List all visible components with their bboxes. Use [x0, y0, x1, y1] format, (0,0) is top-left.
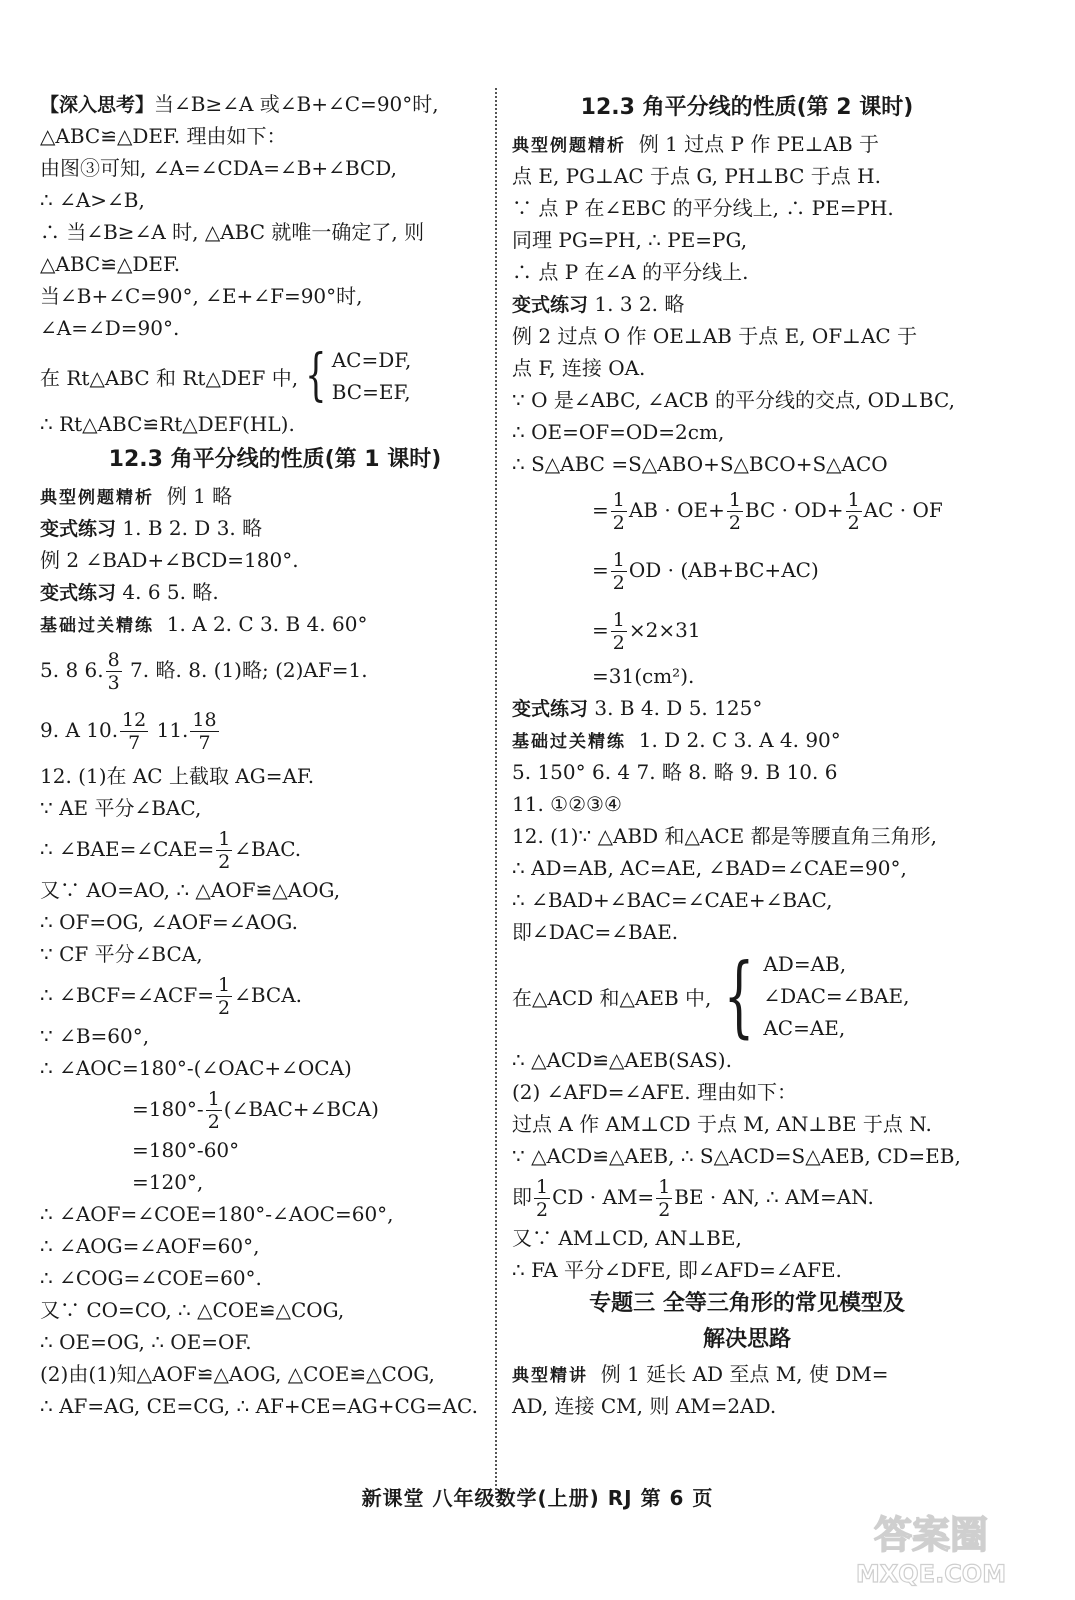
text-line: ∴ △ACD≌△AEB(SAS).	[512, 1048, 732, 1072]
text-line: ∴ ∠AOC=180°-(∠OAC+∠OCA)	[40, 1056, 352, 1080]
brace-symbol: {	[305, 343, 327, 408]
text-line: 5. 150° 6. 4 7. 略 8. 略 9. B 10. 6	[512, 760, 838, 784]
text-line: = $\frac{1}{2}$ ×2×31	[592, 609, 701, 654]
text-line: AD, 连接 CM, 则 AM=2AD.	[512, 1394, 777, 1418]
text-line: 基础过关精练 1. D 2. C 3. A 4. 90°	[512, 728, 841, 752]
text-line: 变式练习 4. 6 5. 略.	[40, 580, 219, 604]
text-line: ∴ 点 P 在∠A 的平分线上.	[512, 260, 749, 284]
text-line: ∴ 当∠B≥∠A 时, △ABC 就唯一确定了, 则	[40, 220, 425, 244]
text-line: 11. ①②③④	[512, 792, 622, 816]
text-line: ∵ ∠B=60°,	[40, 1024, 150, 1048]
text-line: ∵ O 是∠ABC, ∠ACB 的平分线的交点, OD⊥BC,	[512, 388, 955, 412]
text-line: (2) ∠AFD=∠AFE. 理由如下：	[512, 1080, 797, 1104]
text-line: ∴ ∠A>∠B,	[40, 188, 145, 212]
section-heading: 专题三 全等三角形的常见模型及	[589, 1291, 905, 1316]
text-line: ∴ FA 平分∠DFE, 即∠AFD=∠AFE.	[512, 1258, 842, 1282]
text-line: 由图③可知, ∠A=∠CDA=∠B+∠BCD,	[40, 156, 397, 180]
text-line: = $\frac{1}{2}$ OD · (AB+BC+AC)	[592, 549, 819, 594]
watermark-logo	[811, 1508, 1051, 1588]
fraction: $\frac{1}{2}$	[847, 489, 860, 534]
text-line: 典型例题精析 例 1 过点 P 作 PE⊥AB 于	[512, 132, 880, 156]
text-line: ∴ ∠AOG=∠AOF=60°,	[40, 1234, 260, 1258]
text-line: = $\frac{1}{2}$ AB · OE+ $\frac{1}{2}$ BC · OD+ $\frac{1}{2}$ AC · OF	[592, 489, 943, 534]
page-footer: 新课堂 八年级数学(上册) RJ 第 6 页	[361, 1486, 714, 1510]
text-line: ∴ OE=OG, ∴ OE=OF.	[40, 1330, 252, 1354]
text-line: 9. A 10. $\frac{12}{7}$ 11. $\frac{18}{7}$	[40, 709, 217, 754]
section-heading: 解决思路	[702, 1327, 791, 1352]
text-line: ∵ 点 P 在∠EBC 的平分线上, ∴ PE=PH.	[512, 196, 894, 220]
text-line: ∴ Rt△ABC≌Rt△DEF(HL).	[40, 412, 295, 436]
text-line: 点 F, 连接 OA.	[512, 356, 646, 380]
text-line: ∴ ∠BAE=∠CAE= $\frac{1}{2}$ ∠BAC.	[40, 828, 302, 873]
text-line: 例 2 过点 O 作 OE⊥AB 于点 E, OF⊥AC 于	[512, 324, 918, 348]
text-line: 5. 8 6. $\frac{8}{3}$ 7. 略. 8. (1)略; (2)AF=1.	[40, 649, 368, 694]
fraction: $\frac{1}{2}$	[728, 489, 741, 534]
text-line: =180°- $\frac{1}{2}$ (∠BAC+∠BCA)	[132, 1088, 379, 1133]
text-line: 又∵ AO=AO, ∴ △AOF≌△AOG,	[40, 878, 341, 902]
text-line: ∴ ∠BCF=∠ACF= $\frac{1}{2}$ ∠BCA.	[40, 974, 303, 1019]
text-line: ∴ ∠AOF=∠COE=180°-∠AOC=60°,	[40, 1202, 394, 1226]
watermark-url: MXQE.COM	[855, 1560, 1007, 1588]
section-heading: 12.3 角平分线的性质(第 2 课时)	[580, 95, 914, 120]
text-line: 变式练习 1. 3 2. 略	[512, 292, 685, 316]
text-line: 变式练习 3. B 4. D 5. 125°	[512, 696, 763, 720]
text-line: 即 $\frac{1}{2}$ CD · AM= $\frac{1}{2}$ BE · AN, ∴ AM=AN.	[512, 1176, 874, 1221]
text-line: ∴ ∠COG=∠COE=60°.	[40, 1266, 262, 1290]
watermark-text: 答案圈	[873, 1513, 989, 1557]
fraction: $\frac{1}{2}$	[217, 974, 231, 1019]
text-line: 【深入思考】当∠B≥∠A 或∠B+∠C=90°时,	[40, 92, 439, 116]
text-line: ∠A=∠D=90°.	[40, 316, 180, 340]
fraction: $\frac{1}{2}$	[612, 609, 625, 654]
text-line: ∴ OF=OG, ∠AOF=∠AOG.	[40, 910, 298, 934]
text-line: ∴ S△ABC =S△ABO+S△BCO+S△ACO	[512, 452, 888, 476]
text-line: ∴ AF=AG, CE=CG, ∴ AF+CE=AG+CG=AC.	[40, 1394, 478, 1418]
text-line: 典型精讲 例 1 延长 AD 至点 M, 使 DM=	[512, 1362, 889, 1386]
brace-symbol: {	[723, 944, 755, 1047]
text-line: ∵ CF 平分∠BCA,	[40, 942, 203, 966]
text-line: 同理 PG=PH, ∴ PE=PG,	[512, 228, 748, 252]
text-line: 又∵ CO=CO, ∴ △COE≌△COG,	[40, 1298, 345, 1322]
text-line: 过点 A 作 AM⊥CD 于点 M, AN⊥BE 于点 N.	[512, 1112, 932, 1136]
text-line: 当∠B+∠C=90°, ∠E+∠F=90°时,	[40, 284, 363, 308]
fraction: $\frac{1}{2}$	[612, 489, 625, 534]
text-line: 点 E, PG⊥AC 于点 G, PH⊥BC 于点 H.	[512, 164, 881, 188]
text-line: 变式练习 1. B 2. D 3. 略	[40, 516, 263, 540]
text-line: 12. (1)在 AC 上截取 AG=AF.	[40, 764, 315, 788]
fraction: $\frac{18}{7}$	[192, 709, 217, 754]
equation-system: 在△ACD 和△AEB 中, { AD=AB, ∠DAC=∠BAE, AC=AE,	[512, 944, 910, 1047]
section-heading: 12.3 角平分线的性质(第 1 课时)	[108, 447, 442, 472]
text-line: ∵ AE 平分∠BAC,	[40, 796, 202, 820]
fraction: $\frac{1}{2}$	[207, 1088, 220, 1133]
text-line: △ABC≌△DEF. 理由如下：	[40, 124, 287, 148]
text-line: =180°-60°	[132, 1138, 240, 1162]
text-line: =31(cm²).	[592, 664, 695, 688]
text-line: ∴ AD=AB, AC=AE, ∠BAD=∠CAE=90°,	[512, 856, 907, 880]
text-line: △ABC≌△DEF.	[40, 252, 181, 276]
fraction: $\frac{1}{2}$	[218, 828, 231, 873]
fraction: $\frac{1}{2}$	[536, 1176, 549, 1221]
text-line: 即∠DAC=∠BAE.	[512, 920, 679, 944]
text-line: 又∵ AM⊥CD, AN⊥BE,	[512, 1226, 742, 1250]
text-line: 12. (1)∵ △ABD 和△ACE 都是等腰直角三角形,	[512, 824, 937, 848]
text-line: 典型例题精析 例 1 略	[40, 484, 233, 508]
fraction: $\frac{12}{7}$	[122, 709, 147, 754]
equation-system: 在 Rt△ABC 和 Rt△DEF 中, { AC=DF, BC=EF,	[40, 343, 412, 408]
left-column	[40, 88, 510, 1422]
text-line: (2)由(1)知△AOF≌△AOG, △COE≌△COG,	[40, 1362, 435, 1386]
text-line: ∴ OE=OF=OD=2cm,	[512, 420, 725, 444]
text-line: ∵ △ACD≌△AEB, ∴ S△ACD=S△AEB, CD=EB,	[512, 1144, 961, 1168]
text-line: ∴ ∠BAD+∠BAC=∠CAE+∠BAC,	[512, 888, 833, 912]
text-line: 基础过关精练 1. A 2. C 3. B 4. 60°	[40, 612, 368, 636]
right-column	[512, 88, 982, 1422]
fraction: $\frac{1}{2}$	[612, 549, 625, 594]
fraction: $\frac{8}{3}$	[107, 649, 120, 694]
text-line: =120°,	[132, 1170, 204, 1194]
fraction: $\frac{1}{2}$	[658, 1176, 671, 1221]
text-line: 例 2 ∠BAD+∠BCD=180°.	[40, 548, 299, 572]
